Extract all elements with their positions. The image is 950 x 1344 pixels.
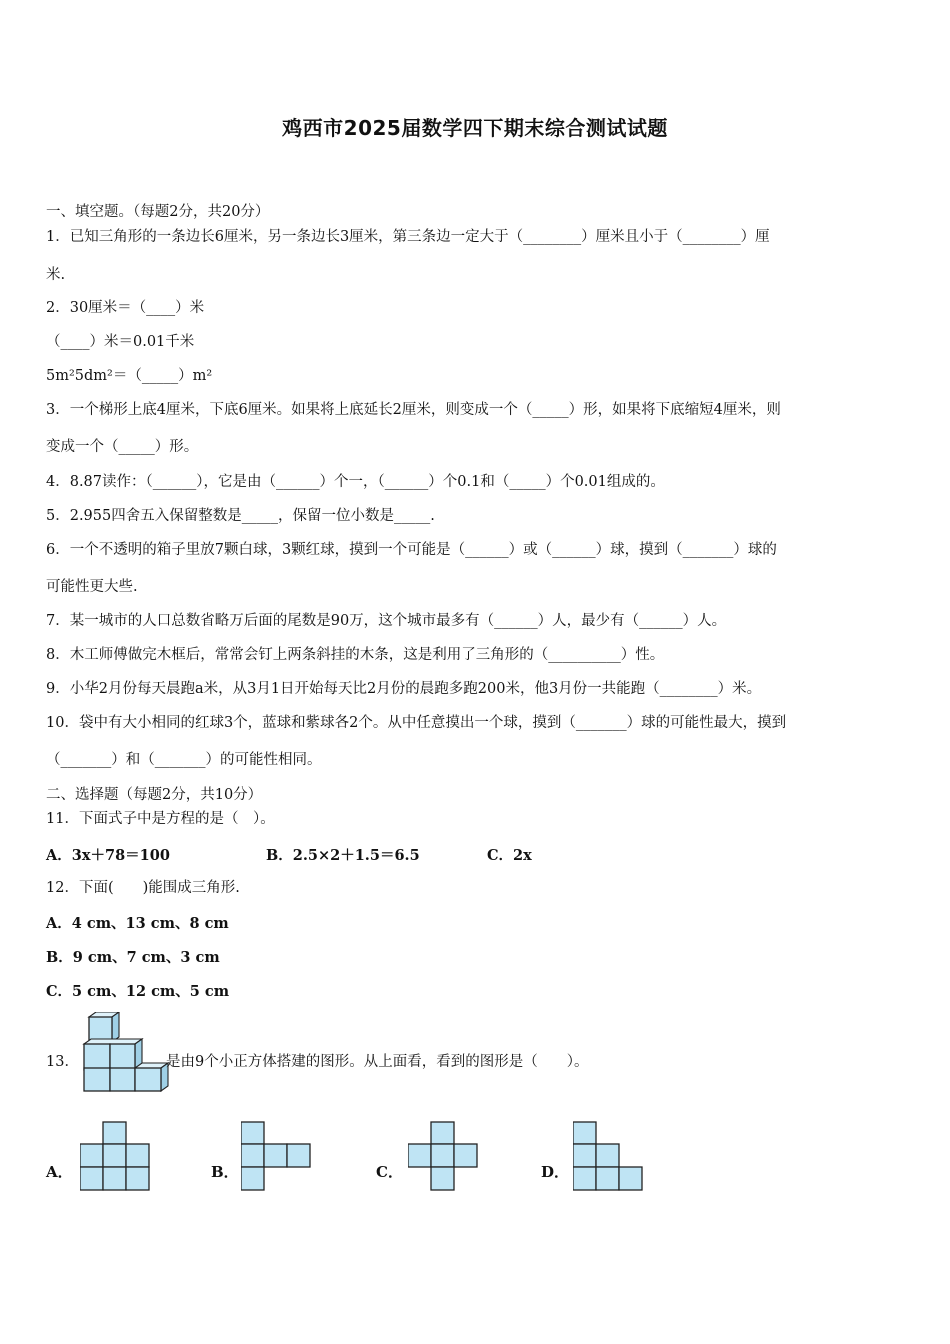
question-13-option-a-label: A． bbox=[46, 1163, 73, 1181]
cube-front-face bbox=[135, 1068, 161, 1091]
question-13-option-c-label: C． bbox=[376, 1163, 403, 1181]
cube-front-face bbox=[89, 1017, 112, 1042]
grid-square bbox=[241, 1122, 264, 1144]
question-2-line1: 2．30厘米＝（____）米 bbox=[46, 300, 205, 316]
grid-square bbox=[573, 1167, 596, 1190]
question-1-line2: 米. bbox=[46, 267, 66, 283]
grid-square bbox=[126, 1167, 149, 1190]
question-2-line2: （____）米＝0.01千米 bbox=[46, 334, 195, 350]
question-13-option-d-label: D． bbox=[541, 1163, 570, 1181]
grid-square bbox=[287, 1144, 310, 1167]
option-c-top-view[interactable] bbox=[408, 1121, 478, 1191]
question-12-option-b: B．9 cm、7 cm、3 cm bbox=[46, 949, 220, 966]
question-11-option-a: A．3x＋78＝100 bbox=[46, 847, 170, 864]
question-12-option-c: C．5 cm、12 cm、5 cm bbox=[46, 983, 230, 1000]
question-11-stem: 11．下面式子中是方程的是（ ）。 bbox=[46, 811, 275, 827]
question-10-line2: （_______）和（_______）的可能性相同。 bbox=[46, 752, 322, 768]
section1-heading: 一、填空题。（每题2分，共20分） bbox=[46, 204, 270, 220]
grid-square bbox=[431, 1167, 454, 1190]
cube-front-face bbox=[84, 1044, 110, 1070]
question-13-number: 13． bbox=[46, 1054, 79, 1070]
grid-square bbox=[126, 1144, 149, 1167]
option-b-top-view[interactable] bbox=[241, 1121, 311, 1191]
cube-front-face bbox=[110, 1044, 135, 1070]
question-8: 8．木工师傅做完木框后，常常会钉上两条斜挂的木条，这是利用了三角形的（__________）性。 bbox=[46, 647, 665, 663]
cube-front-face bbox=[110, 1068, 135, 1091]
grid-square bbox=[103, 1122, 126, 1144]
option-a-top-view[interactable] bbox=[80, 1121, 150, 1191]
grid-square bbox=[454, 1144, 477, 1167]
grid-square bbox=[573, 1144, 596, 1167]
cube-front-face bbox=[84, 1068, 110, 1091]
question-6-line1: 6．一个不透明的箱子里放7颗白球，3颗红球，摸到一个可能是（______）或（______）球，摸到（_______）球的 bbox=[46, 542, 777, 558]
question-2-line3: 5m²5dm²＝（_____）m² bbox=[46, 368, 213, 384]
question-11-option-b: B．2.5×2＋1.5＝6.5 bbox=[266, 847, 420, 864]
question-3-line2: 变成一个（_____）形。 bbox=[46, 439, 199, 455]
grid-square bbox=[264, 1144, 287, 1167]
grid-square bbox=[573, 1122, 596, 1144]
grid-square bbox=[619, 1167, 642, 1190]
question-6-line2: 可能性更大些. bbox=[46, 579, 138, 595]
grid-square bbox=[103, 1144, 126, 1167]
grid-square bbox=[431, 1122, 454, 1144]
grid-square bbox=[596, 1144, 619, 1167]
grid-square bbox=[80, 1144, 103, 1167]
question-12-stem: 12．下面( )能围成三角形. bbox=[46, 880, 240, 896]
grid-square bbox=[241, 1144, 264, 1167]
question-3-line1: 3．一个梯形上底4厘米，下底6厘米。如果将上底延长2厘米，则变成一个（_____）形，如果将下底缩短4厘米，则 bbox=[46, 402, 781, 418]
cube-top-face bbox=[84, 1039, 142, 1044]
question-1-line1: 1．已知三角形的一条边长6厘米，另一条边长3厘米，第三条边一定大于（________）厘米且小于（________）厘 bbox=[46, 229, 770, 245]
cube-side-face bbox=[112, 1012, 119, 1042]
question-11-option-c: C．2x bbox=[487, 847, 532, 864]
grid-square bbox=[103, 1167, 126, 1190]
question-13-stem: 是由9个小正方体搭建的图形。从上面看，看到的图形是（ ）。 bbox=[166, 1054, 589, 1070]
question-4: 4．8.87读作：（______），它是由（______）个一，（______）个0.1和（_____）个0.01组成的。 bbox=[46, 474, 665, 490]
question-5: 5．2.955四舍五入保留整数是_____，保留一位小数是_____. bbox=[46, 508, 435, 524]
cube-stack-figure bbox=[80, 1012, 170, 1092]
page-title: 鸡西市2025届数学四下期末综合测试试题 bbox=[282, 116, 668, 140]
question-7: 7．某一城市的人口总数省略万后面的尾数是90万，这个城市最多有（______）人，最少有（______）人。 bbox=[46, 613, 727, 629]
question-13-option-b-label: B． bbox=[211, 1163, 239, 1181]
question-9: 9．小华2月份每天晨跑a米，从3月1日开始每天比2月份的晨跑多跑200米，他3月份一共能跑（________）米。 bbox=[46, 681, 762, 697]
question-12-option-a: A．4 cm、13 cm、8 cm bbox=[46, 915, 229, 932]
grid-square bbox=[596, 1167, 619, 1190]
section2-heading: 二、选择题（每题2分，共10分） bbox=[46, 787, 263, 803]
grid-square bbox=[80, 1167, 103, 1190]
question-10-line1: 10．袋中有大小相同的红球3个，蓝球和紫球各2个。从中任意摸出一个球，摸到（_______）球的可能性最大，摸到 bbox=[46, 715, 787, 731]
grid-square bbox=[408, 1144, 431, 1167]
option-d-top-view[interactable] bbox=[573, 1121, 643, 1191]
grid-square bbox=[431, 1144, 454, 1167]
grid-square bbox=[241, 1167, 264, 1190]
